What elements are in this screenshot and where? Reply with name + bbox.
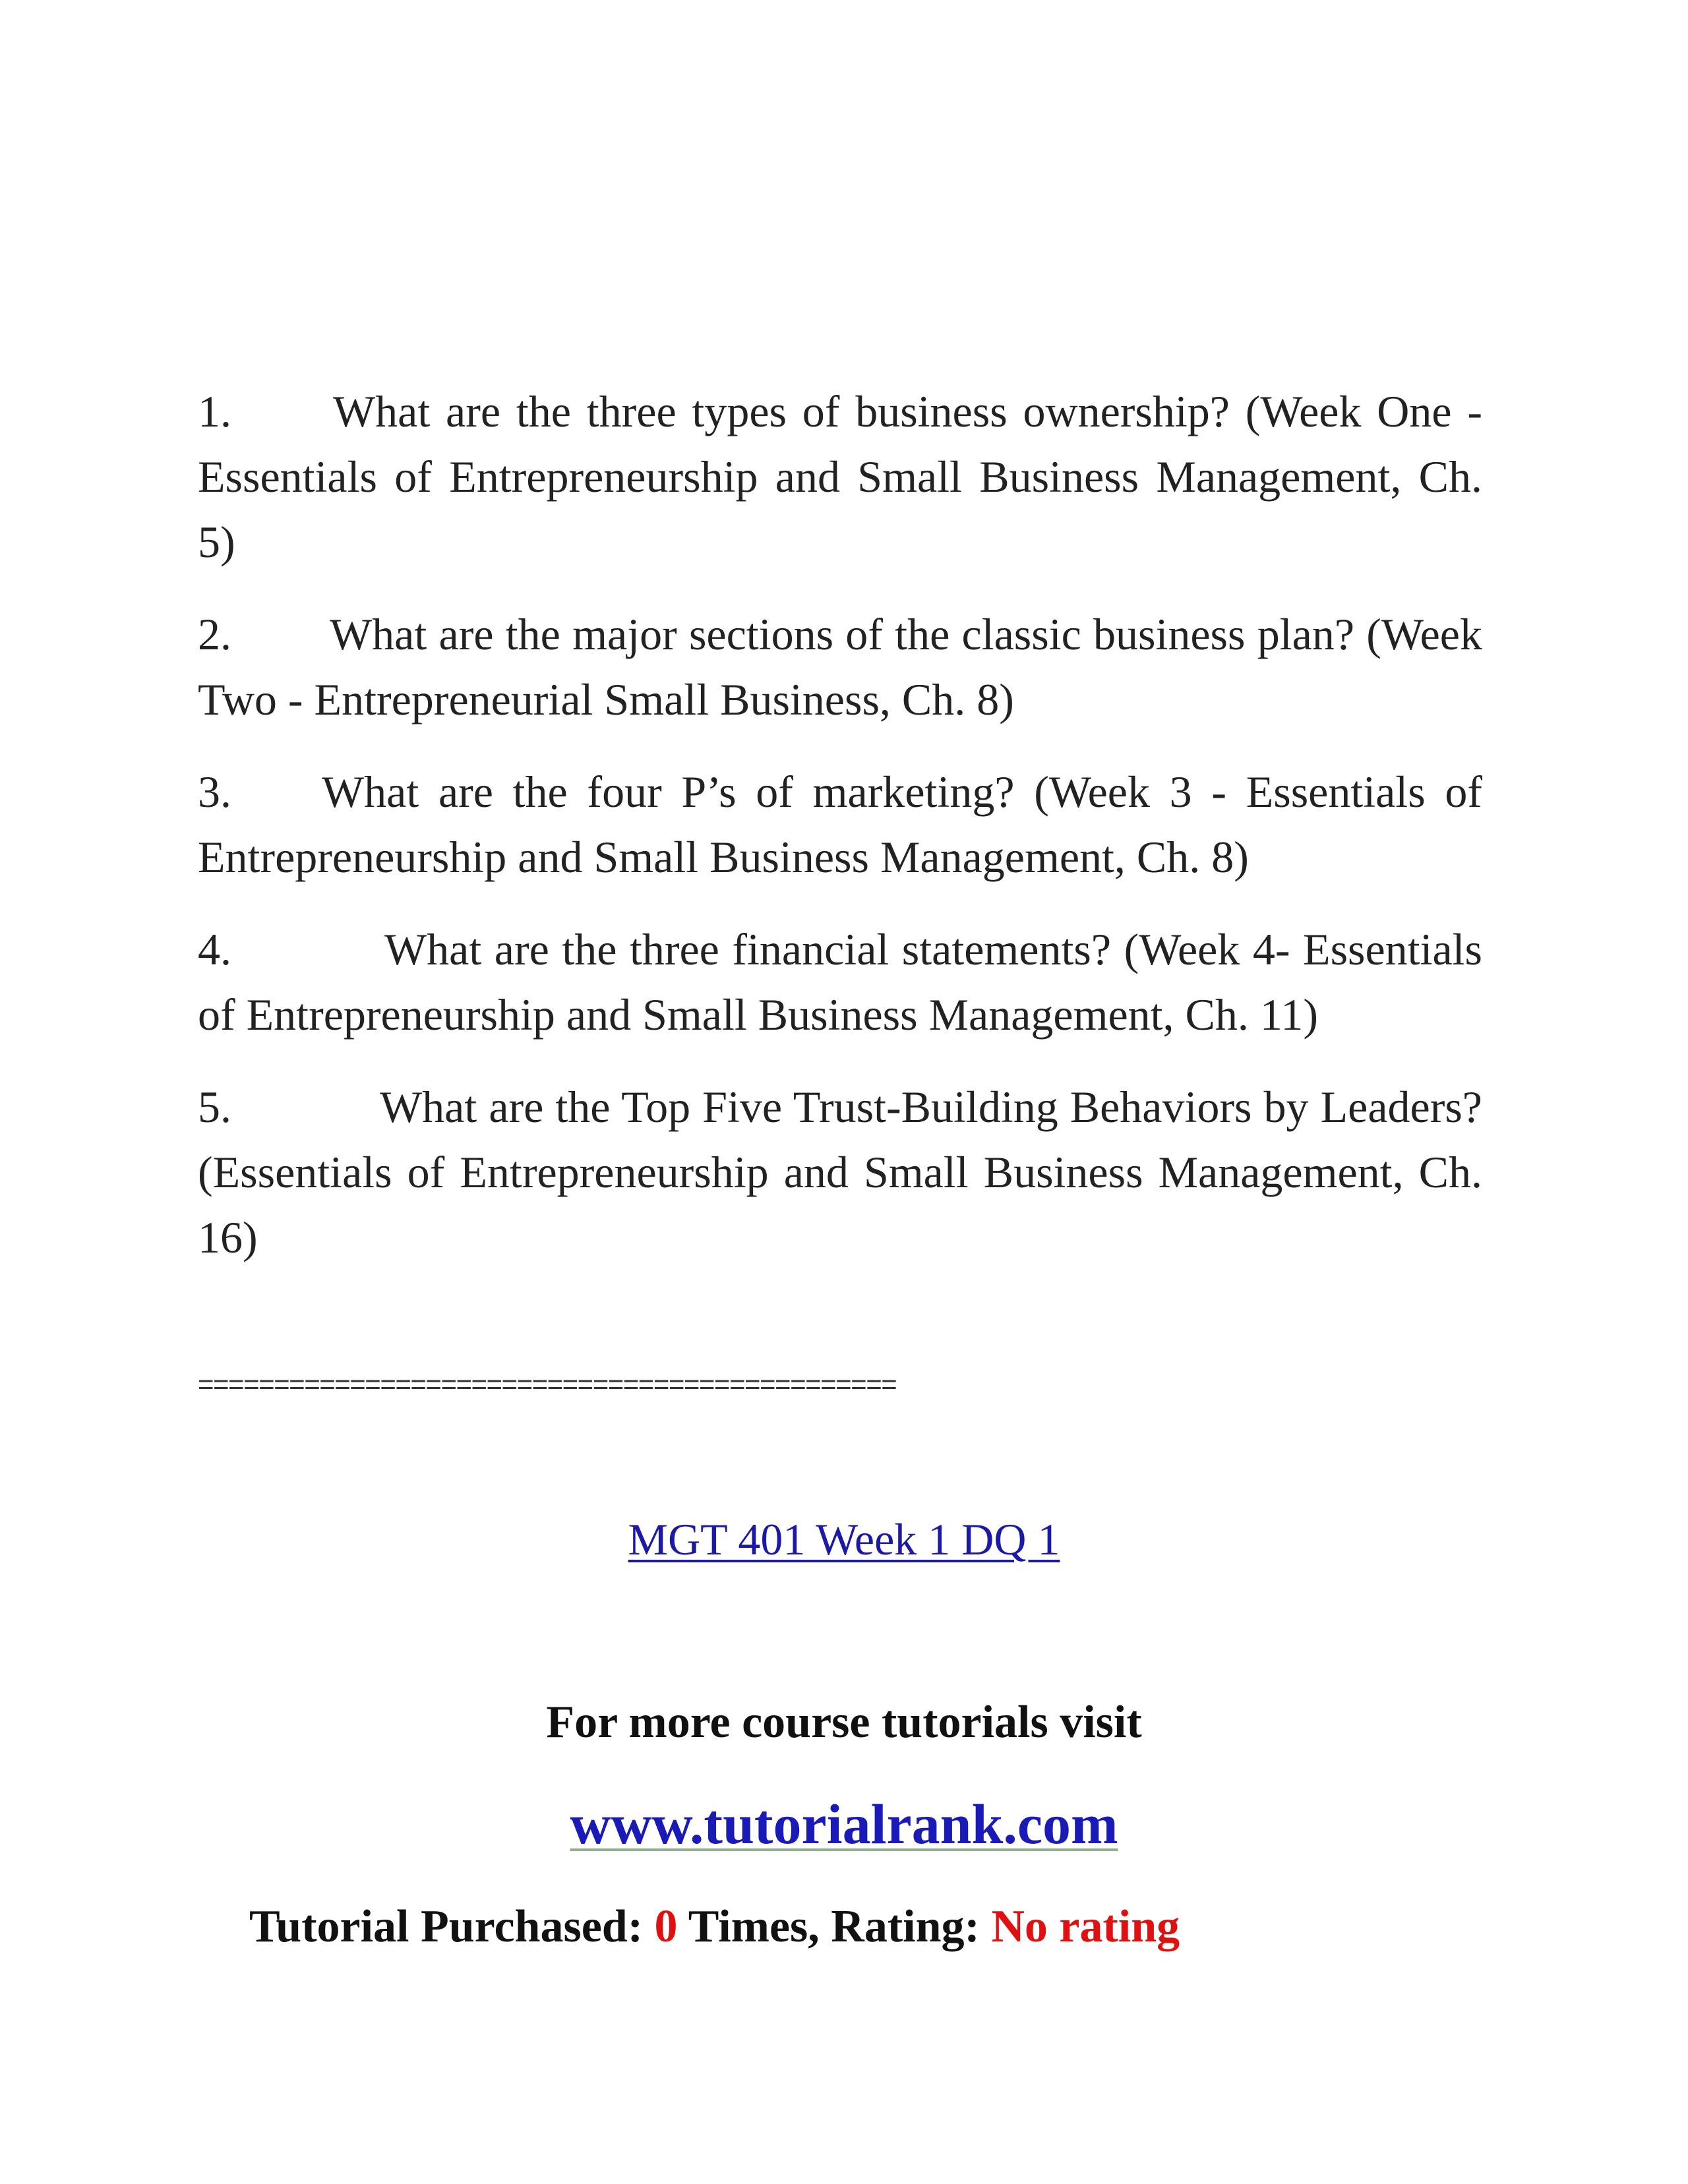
tutorial-stats xyxy=(249,1897,1180,1957)
site-heading xyxy=(0,1788,1688,1860)
question-text: What are the three financial statements? (Week 4- Essentials of Entrepreneurship and Small Business Management, Ch. 11) xyxy=(198,924,1482,1040)
question-number: 3. xyxy=(198,767,231,817)
question-text: What are the four P’s of marketing? (Week 3 - Essentials of Entrepreneurship and Small Business Management, Ch. 8) xyxy=(198,767,1482,882)
question-number: 4. xyxy=(198,924,231,974)
rating-value: No rating xyxy=(991,1901,1180,1952)
visit-text: For more course tutorials visit xyxy=(546,1697,1142,1748)
site-link[interactable]: www.tutorialrank.com xyxy=(570,1792,1118,1856)
question-item xyxy=(198,1075,1482,1270)
separator-line: ============================================== xyxy=(198,1369,897,1400)
purchased-count: 0 xyxy=(654,1901,678,1952)
question-item xyxy=(198,759,1482,890)
question-text: What are the three types of business ownership? (Week One - Essentials of Entrepreneurship and Small Business Management, Ch. 5) xyxy=(198,386,1482,567)
question-item xyxy=(198,917,1482,1048)
question-text: What are the major sections of the classic business plan? (Week Two - Entrepreneurial Small Business, Ch. 8) xyxy=(198,609,1482,724)
purchased-label: Tutorial Purchased: xyxy=(249,1901,644,1952)
question-list xyxy=(198,379,1482,1297)
next-tutorial-link[interactable]: MGT 401 Week 1 DQ 1 xyxy=(628,1514,1060,1564)
question-number: 5. xyxy=(198,1082,231,1132)
question-number: 1. xyxy=(198,386,231,436)
next-tutorial-heading xyxy=(0,1510,1688,1569)
question-item xyxy=(198,602,1482,732)
question-number: 2. xyxy=(198,609,231,659)
question-item xyxy=(198,379,1482,575)
question-text: What are the Top Five Trust-Building Behaviors by Leaders? (Essentials of Entrepreneurship and Small Business Management, Ch. 16) xyxy=(198,1082,1482,1262)
times-rating-label: Times, Rating: xyxy=(688,1901,980,1952)
